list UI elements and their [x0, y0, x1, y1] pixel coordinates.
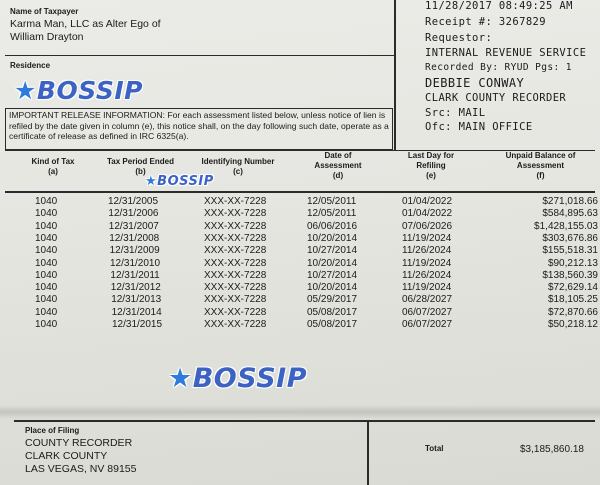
place-of-filing-line2: CLARK COUNTY — [25, 450, 108, 462]
receipt-number: Receipt #: 3267829 — [425, 16, 546, 28]
star-icon: ★ — [14, 76, 37, 105]
cell-period: 12/31/2012 — [110, 282, 161, 294]
cell-kind: 1040 — [35, 245, 58, 257]
cell-period: 12/31/2014 — [111, 306, 162, 318]
receipt-datetime: 11/28/2017 08:49:25 AM — [425, 0, 573, 12]
cell-refiling: 11/26/2024 — [402, 245, 452, 257]
cell-assessment: 12/05/2011 — [307, 208, 357, 220]
cell-assessment: 05/29/2017 — [307, 294, 358, 306]
cell-refiling: 01/04/2022 — [402, 196, 453, 207]
cell-kind: 1040 — [35, 232, 58, 244]
watermark-text: BOSSIP — [36, 76, 143, 105]
cell-id: XXX-XX-7228 — [204, 306, 267, 318]
cell-balance: $303,676.86 — [542, 232, 598, 244]
cell-period: 12/31/2015 — [112, 319, 163, 330]
taxpayer-name-line2: William Drayton — [10, 31, 84, 43]
watermark-bottom — [168, 363, 307, 394]
col-header-refiling — [395, 151, 467, 181]
cell-period: 12/31/2007 — [108, 220, 159, 232]
release-notice: IMPORTANT RELEASE INFORMATION: For each assessment listed below, unless notice of lien is refiled by the date given in column (e), this notice shall, on the day following such date, operate as a certificate of release as defined in IRC 6325(a). — [5, 108, 393, 150]
footer-divider — [367, 420, 369, 485]
star-icon: ★ — [168, 363, 193, 394]
cell-id: XXX-XX-7228 — [204, 294, 267, 306]
footer-top-rule — [14, 420, 595, 422]
col-header-kind-title: Kind of Tax — [31, 157, 75, 166]
cell-balance: $138,560.39 — [542, 269, 598, 281]
cell-id: XXX-XX-7228 — [204, 208, 267, 220]
watermark-text: BOSSIP — [192, 363, 308, 394]
recorded-by: Recorded By: RYUD Pgs: 1 — [425, 62, 572, 73]
watermark-top — [14, 76, 143, 105]
cell-kind: 1040 — [35, 319, 58, 330]
cell-refiling: 11/26/2024 — [402, 269, 452, 281]
watermark-text: BOSSIP — [157, 174, 214, 189]
cell-refiling: 07/06/2026 — [402, 220, 453, 232]
place-of-filing-label: Place of Filing — [25, 426, 80, 435]
col-header-period-title: Tax Period Ended — [107, 157, 174, 166]
cell-id: XXX-XX-7228 — [204, 245, 267, 257]
cell-assessment: 05/08/2017 — [307, 306, 358, 318]
place-of-filing-line1: COUNTY RECORDER — [25, 437, 133, 449]
cell-balance: $584,895.63 — [542, 208, 598, 220]
cell-id: XXX-XX-7228 — [204, 257, 267, 269]
cell-assessment: 12/05/2011 — [307, 196, 357, 207]
cell-kind: 1040 — [35, 294, 58, 306]
office: Ofc: MAIN OFFICE — [425, 121, 533, 133]
cell-refiling: 11/19/2024 — [402, 232, 452, 244]
col-header-balance-sub: (f) — [536, 171, 545, 180]
cell-balance: $155,518.31 — [542, 245, 598, 257]
cell-refiling: 06/07/2027 — [402, 306, 453, 318]
cell-id: XXX-XX-7228 — [204, 220, 267, 232]
cell-assessment: 10/27/2014 — [307, 269, 358, 281]
col-header-refiling-title: Last Day for Refiling — [407, 151, 455, 170]
cell-assessment: 05/08/2017 — [307, 319, 358, 330]
cell-assessment: 06/06/2016 — [307, 220, 358, 232]
col-header-refiling-sub: (e) — [426, 171, 436, 180]
cell-kind: 1040 — [35, 208, 58, 220]
table-header-rule — [5, 191, 595, 193]
cell-kind: 1040 — [35, 269, 58, 281]
total-value: $3,185,860.18 — [520, 444, 584, 455]
recorder-name: DEBBIE CONWAY — [425, 76, 525, 90]
header-divider — [394, 0, 396, 150]
cell-balance: $90,212.13 — [547, 257, 598, 269]
cell-assessment: 10/20/2014 — [307, 282, 358, 294]
cell-kind: 1040 — [35, 196, 58, 207]
total-label: Total — [425, 444, 444, 453]
taxpayer-name-line1: Karma Man, LLC as Alter Ego of — [10, 18, 161, 30]
cell-balance: $271,018.66 — [542, 196, 598, 207]
cell-refiling: 11/19/2024 — [402, 257, 452, 269]
requestor-label: Requestor: — [425, 32, 493, 44]
cell-period: 12/31/2008 — [109, 232, 160, 244]
cell-balance: $18,105.25 — [547, 294, 598, 306]
cell-assessment: 10/20/2014 — [307, 257, 358, 269]
requestor-name: INTERNAL REVENUE SERVICE — [425, 47, 587, 59]
source: Src: MAIL — [425, 107, 486, 119]
col-header-assessment-sub: (d) — [332, 171, 344, 180]
recorder-office: CLARK COUNTY RECORDER — [425, 92, 567, 104]
paper-fold — [0, 405, 600, 419]
cell-refiling: 11/19/2024 — [402, 282, 452, 294]
cell-period: 12/31/2006 — [108, 208, 159, 220]
cell-assessment: 10/27/2014 — [307, 245, 358, 257]
cell-id: XXX-XX-7228 — [204, 196, 267, 207]
col-header-period-sub: (b) — [135, 167, 146, 176]
residence-rule — [5, 55, 394, 56]
cell-refiling: 01/04/2022 — [402, 208, 453, 220]
col-header-balance — [488, 151, 593, 181]
cell-period: 12/31/2011 — [110, 269, 160, 281]
cell-period: 12/31/2013 — [111, 294, 162, 306]
watermark-table — [145, 174, 214, 189]
cell-period: 12/31/2005 — [108, 196, 159, 207]
cell-kind: 1040 — [35, 306, 58, 318]
taxpayer-label: Name of Taxpayer — [10, 7, 79, 16]
col-header-kind — [18, 157, 88, 177]
cell-kind: 1040 — [35, 257, 58, 269]
cell-id: XXX-XX-7228 — [204, 269, 267, 281]
cell-period: 12/31/2009 — [109, 245, 160, 257]
cell-balance: $50,218.12 — [547, 319, 598, 330]
cell-balance: $1,428,155.03 — [534, 220, 598, 232]
cell-period: 12/31/2010 — [110, 257, 161, 269]
cell-kind: 1040 — [35, 282, 58, 294]
cell-assessment: 10/20/2014 — [307, 232, 358, 244]
cell-balance: $72,629.14 — [547, 282, 598, 294]
col-header-balance-title: Unpaid Balance of Assessment — [505, 151, 576, 170]
col-header-id-title: Identifying Number — [201, 157, 275, 166]
residence-label: Residence — [10, 61, 51, 70]
place-of-filing-line3: LAS VEGAS, NV 89155 — [25, 463, 137, 475]
cell-balance: $72,870.66 — [547, 306, 598, 318]
col-header-kind-sub: (a) — [48, 167, 58, 176]
col-header-assessment — [298, 151, 378, 181]
cell-id: XXX-XX-7228 — [204, 282, 267, 294]
cell-refiling: 06/07/2027 — [402, 319, 453, 330]
cell-kind: 1040 — [35, 220, 58, 232]
col-header-assessment-title: Date of Assessment — [314, 151, 362, 170]
col-header-id-sub: (c) — [233, 167, 243, 176]
cell-refiling: 06/28/2027 — [402, 294, 453, 306]
cell-id: XXX-XX-7228 — [204, 232, 267, 244]
star-icon: ★ — [145, 174, 158, 189]
cell-id: XXX-XX-7228 — [204, 319, 267, 330]
